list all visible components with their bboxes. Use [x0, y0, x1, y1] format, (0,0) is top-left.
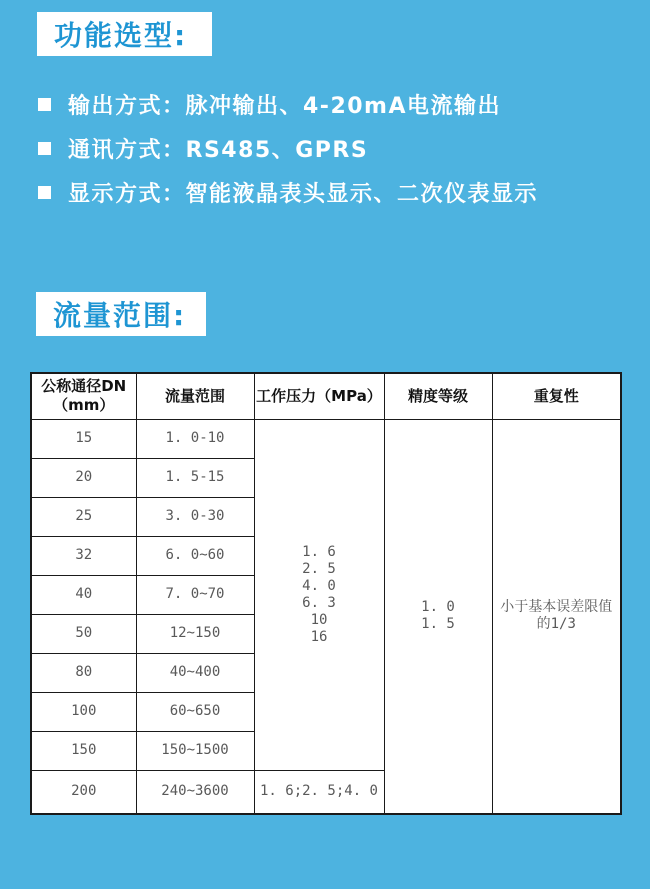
pressure-line: 2. 5	[302, 560, 336, 577]
feature-item-output	[30, 82, 538, 126]
cell-dn: 50	[31, 614, 136, 653]
pressure-line: 4. 0	[302, 577, 336, 594]
cell-dn: 25	[31, 497, 136, 536]
flow-range-table	[30, 372, 622, 815]
feature-text-communication: 通讯方式：RS485、GPRS	[68, 137, 369, 163]
header-dn-line1: 公称通径DN	[41, 376, 127, 395]
header-repeatability: 重复性	[492, 373, 621, 419]
cell-pressure-dn200: 1. 6;2. 5;4. 0	[254, 770, 384, 814]
header-pressure: 工作压力（MPa）	[254, 373, 384, 419]
cell-repeatability-merged	[492, 419, 621, 814]
pressure-line: 1. 6	[302, 543, 336, 560]
cell-range: 1. 0-10	[136, 419, 254, 458]
feature-list	[30, 82, 538, 214]
header-dn-line2: （mm）	[53, 396, 115, 415]
cell-dn: 100	[31, 692, 136, 731]
cell-range: 7. 0~70	[136, 575, 254, 614]
accuracy-line: 1. 5	[421, 616, 455, 633]
feature-item-communication	[30, 126, 538, 170]
section-title-flow-range-text: 流量范围:	[53, 299, 187, 332]
header-accuracy: 精度等级	[384, 373, 492, 419]
cell-range: 1. 5-15	[136, 458, 254, 497]
cell-range: 12~150	[136, 614, 254, 653]
cell-dn: 15	[31, 419, 136, 458]
accuracy-line: 1. 0	[421, 599, 455, 616]
pressure-line: 6. 3	[302, 594, 336, 611]
cell-dn: 200	[31, 770, 136, 814]
header-dn	[31, 373, 136, 419]
repeatability-line2: 的1/3	[536, 616, 576, 633]
section-title-features	[37, 12, 212, 56]
feature-text-output: 输出方式：脉冲输出、4-20mA电流输出	[68, 93, 502, 119]
cell-range: 3. 0-30	[136, 497, 254, 536]
feature-text-display: 显示方式：智能液晶表头显示、二次仪表显示	[68, 181, 539, 207]
bullet-square-icon	[38, 186, 51, 199]
section-title-flow-range	[36, 292, 206, 336]
feature-item-display	[30, 170, 538, 214]
table-header-row	[31, 373, 621, 419]
cell-accuracy-merged	[384, 419, 492, 814]
pressure-line: 10	[310, 611, 328, 628]
bullet-square-icon	[38, 98, 51, 111]
cell-range: 240~3600	[136, 770, 254, 814]
pressure-line: 16	[310, 628, 328, 645]
repeatability-line1: 小于基本误差限值	[500, 599, 613, 616]
cell-dn: 20	[31, 458, 136, 497]
section-title-features-text: 功能选型:	[54, 19, 188, 52]
header-flow-range: 流量范围	[136, 373, 254, 419]
cell-dn: 32	[31, 536, 136, 575]
cell-dn: 150	[31, 731, 136, 770]
cell-range: 150~1500	[136, 731, 254, 770]
cell-range: 60~650	[136, 692, 254, 731]
table-row	[31, 419, 621, 458]
bullet-square-icon	[38, 142, 51, 155]
cell-pressure-merged	[254, 419, 384, 770]
cell-dn: 80	[31, 653, 136, 692]
cell-dn: 40	[31, 575, 136, 614]
cell-range: 40~400	[136, 653, 254, 692]
cell-range: 6. 0~60	[136, 536, 254, 575]
